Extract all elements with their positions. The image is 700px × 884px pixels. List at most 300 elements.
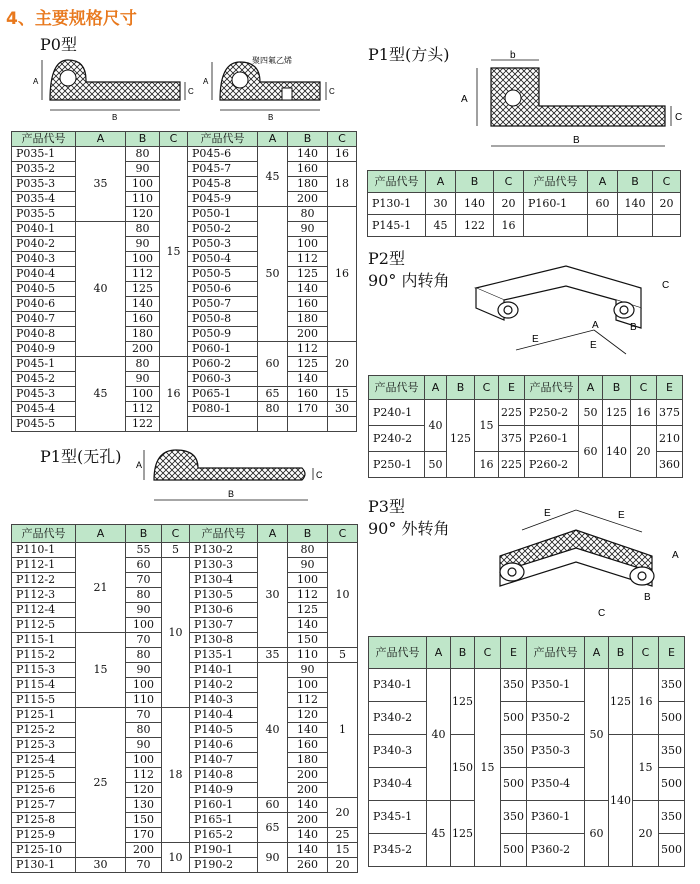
dim-b: 140 [288,828,328,843]
p1-nohole-label: P1型(无孔) [40,447,122,466]
product-code: P050-9 [188,327,258,342]
product-code: P045-8 [188,177,258,192]
header-cell: C [328,525,358,543]
product-code: P165-1 [190,813,258,828]
dim-e: 500 [659,702,685,735]
p2-dim-e1: E [532,334,539,345]
product-code: P050-8 [188,312,258,327]
dim-b: 180 [288,177,328,192]
product-code: P260-1 [525,426,579,452]
dim-b: 125 [288,357,328,372]
header-cell: C [631,376,657,400]
dim-b: 100 [126,387,160,402]
p3-dim-b: B [644,592,651,603]
product-code: P350-2 [527,702,585,735]
dim-c: 16 [475,452,499,478]
dim-b: 140 [126,297,160,312]
dim-c: 20 [633,801,659,867]
product-code: P060-3 [188,372,258,387]
product-code: P130-1 [12,858,76,873]
header-cell: A [588,171,618,193]
product-code: P115-2 [12,648,76,663]
p2-diagram [466,258,688,366]
dim-e: 500 [501,834,527,867]
p1sq-dim-a: A [461,94,468,105]
dim-e: 375 [657,400,683,426]
product-code: P130-8 [190,633,258,648]
product-code: P125-9 [12,828,76,843]
dim-b: 90 [126,663,162,678]
dim-b: 100 [288,237,328,252]
product-code: P080-1 [188,402,258,417]
dim-b: 140 [603,426,631,478]
p1-nohole-diagram [130,446,330,510]
product-code: P112-3 [12,588,76,603]
product-code: P350-3 [527,735,585,768]
dim-b: 170 [126,828,162,843]
product-code: P112-2 [12,573,76,588]
product-code: P050-3 [188,237,258,252]
dim-b: 140 [618,193,653,215]
product-code: P345-1 [369,801,427,834]
dim-b: 140 [288,147,328,162]
p0-dim-b: B [112,113,118,122]
dim-b: 140 [288,843,328,858]
dim-a: 60 [588,193,618,215]
header-cell: A [426,171,456,193]
dim-b: 90 [126,372,160,387]
dim-a: 30 [258,543,288,648]
dim-e: 350 [659,669,685,702]
dim-a: 45 [427,801,451,867]
dim-b: 112 [288,693,328,708]
dim-b: 140 [288,798,328,813]
header-cell: 产品代号 [12,525,76,543]
dim-c: 15 [475,669,501,867]
dim-b: 125 [451,801,475,867]
dim-a: 50 [258,207,288,342]
p3-dim-e2: E [618,510,625,521]
product-code: P340-2 [369,702,427,735]
p1-square-spec-table [367,170,681,237]
product-code: P112-1 [12,558,76,573]
dim-b: 180 [288,312,328,327]
dim-a: 40 [425,400,447,452]
dim-b: 140 [288,372,328,387]
header-cell: B [618,171,653,193]
header-cell: B [609,637,633,669]
product-code: P050-5 [188,267,258,282]
product-code: P190-2 [190,858,258,873]
p0b-dim-b: B [268,113,274,122]
dim-e: 210 [657,426,683,452]
header-cell: C [653,171,681,193]
product-code: P130-5 [190,588,258,603]
product-code: P045-6 [188,147,258,162]
product-code: P045-1 [12,357,76,372]
product-code: P360-1 [527,801,585,834]
dim-b: 60 [126,558,162,573]
dim-b: 112 [126,402,160,417]
header-cell: 产品代号 [525,376,579,400]
product-code: P260-2 [525,452,579,478]
dim-b: 140 [456,193,494,215]
p3-profile-shape [500,530,654,586]
dim-b: 200 [288,192,328,207]
product-code: P060-1 [188,342,258,357]
dim-e: 350 [659,801,685,834]
p3-dim-a: A [672,550,679,561]
dim-e: 350 [501,735,527,768]
header-cell: C [160,132,188,147]
p1nh-dim-b: B [228,489,235,499]
dim-a: 45 [426,215,456,237]
header-cell: 产品代号 [524,171,588,193]
dim-b: 200 [288,768,328,783]
product-code: P115-4 [12,678,76,693]
dim-b: 90 [288,558,328,573]
p1nh-dim-c: C [316,470,323,480]
dim-c: 16 [160,357,188,432]
dim-b: 112 [126,768,162,783]
dim-b: 100 [126,177,160,192]
dim-b: 260 [288,858,328,873]
product-code: P140-7 [190,753,258,768]
dim-c: 20 [328,342,357,387]
product-code: P135-1 [190,648,258,663]
product-code: P050-6 [188,282,258,297]
dim-a: 90 [258,843,288,873]
p2-dim-e2: E [590,340,597,351]
header-cell: C [475,637,501,669]
product-code: P115-3 [12,663,76,678]
product-code: P040-8 [12,327,76,342]
product-code: P125-5 [12,768,76,783]
dim-a: 50 [579,400,603,426]
product-code: P130-7 [190,618,258,633]
dim-a: 60 [258,798,288,813]
product-code: P160-1 [190,798,258,813]
dim-c: 5 [162,543,190,558]
dim-b: 160 [288,387,328,402]
product-code: P140-5 [190,723,258,738]
dim-c: 30 [328,402,357,417]
p2-subtitle: 90° 内转角 [368,271,450,290]
dim-b: 55 [126,543,162,558]
dim-b: 110 [288,648,328,663]
dim-a: 50 [585,669,609,801]
product-code: P125-8 [12,813,76,828]
dim-b: 150 [451,735,475,801]
p1sq-dim-b: B [573,135,580,146]
product-code: P190-1 [190,843,258,858]
dim-c: 16 [633,669,659,735]
header-cell: B [126,132,160,147]
dim-a: 50 [425,452,447,478]
header-cell: E [499,376,525,400]
product-code: P050-2 [188,222,258,237]
header-cell: A [258,525,288,543]
product-code: P130-4 [190,573,258,588]
dim-b: 100 [288,573,328,588]
header-cell: A [76,525,126,543]
dim-b: 150 [288,633,328,648]
dim-e: 225 [499,452,525,478]
dim-a: 35 [76,147,126,222]
header-cell: B [288,525,328,543]
dim-b: 112 [126,267,160,282]
dim-b: 110 [126,192,160,207]
dim-b: 90 [126,162,160,177]
p2-spec-table [368,375,683,478]
dim-b: 160 [126,312,160,327]
dim-b: 100 [126,678,162,693]
product-code: P140-1 [190,663,258,678]
product-code: P115-1 [12,633,76,648]
dim-e: 500 [659,834,685,867]
product-code: P340-3 [369,735,427,768]
dim-b: 125 [447,400,475,478]
dim-b: 100 [288,678,328,693]
product-code: P140-6 [190,738,258,753]
dim-b: 130 [126,798,162,813]
dim-b: 80 [126,147,160,162]
header-cell: 产品代号 [369,376,425,400]
product-code: P130-6 [190,603,258,618]
dim-c: 15 [160,147,188,357]
p2-dim-c: C [662,280,670,291]
dim-b: 112 [288,252,328,267]
dim-b: 120 [126,207,160,222]
header-cell: A [425,376,447,400]
product-code: P125-3 [12,738,76,753]
dim-c: 20 [631,426,657,478]
product-code: P140-4 [190,708,258,723]
p1sq-dim-c: C [675,112,683,123]
dim-e: 500 [659,768,685,801]
p1-nohole-profile-shape [154,450,305,480]
header-cell: E [501,637,527,669]
product-code: P112-4 [12,603,76,618]
dim-a: 45 [258,147,288,207]
dim-c: 20 [328,858,358,873]
dim-c: 16 [328,147,357,162]
header-cell: C [162,525,190,543]
dim-b: 200 [288,813,328,828]
header-cell: A [585,637,609,669]
dim-c: 20 [328,798,358,828]
product-code: P035-5 [12,207,76,222]
header-cell: E [657,376,683,400]
dim-b: 200 [288,327,328,342]
product-code: P050-4 [188,252,258,267]
dim-b: 100 [126,753,162,768]
p3-label: P3型 [368,497,405,516]
header-cell: A [258,132,288,147]
p0-dim-c: C [188,87,194,96]
header-cell: 产品代号 [188,132,258,147]
product-code: P250-1 [369,452,425,478]
p3-spec-table [368,636,685,867]
dim-c: 5 [328,648,358,663]
dim-b: 140 [288,282,328,297]
product-code: P140-9 [190,783,258,798]
product-code: P110-1 [12,543,76,558]
dim-b: 120 [288,708,328,723]
product-code: P050-1 [188,207,258,222]
p1nh-dim-a: A [136,460,143,470]
product-code: P045-7 [188,162,258,177]
product-code: P065-1 [188,387,258,402]
product-code: P035-1 [12,147,76,162]
header-cell: A [427,637,451,669]
dim-c: 20 [653,193,681,215]
dim-b: 80 [126,357,160,372]
dim-b: 120 [126,783,162,798]
dim-c: 25 [328,828,358,843]
product-code: P115-5 [12,693,76,708]
product-code: P125-10 [12,843,76,858]
dim-b: 70 [126,573,162,588]
header-cell: A [579,376,603,400]
dim-c: 10 [162,843,190,873]
dim-a: 60 [585,801,609,867]
dim-c: 15 [328,387,357,402]
dim-a: 30 [76,858,126,873]
p0b-dim-a: A [203,77,209,86]
dim-c: 16 [328,207,357,342]
product-code: P060-2 [188,357,258,372]
dim-b: 122 [126,417,160,432]
product-code: P130-1 [368,193,426,215]
product-code: P240-2 [369,426,425,452]
dim-a: 30 [426,193,456,215]
dim-e: 225 [499,400,525,426]
header-cell: C [475,376,499,400]
dim-a: 65 [258,813,288,843]
dim-b: 140 [288,618,328,633]
header-cell: A [76,132,126,147]
p0-diagrams [20,52,360,124]
dim-b: 122 [456,215,494,237]
product-code: P240-1 [369,400,425,426]
header-cell: 产品代号 [12,132,76,147]
dim-b: 160 [288,297,328,312]
product-code: P130-2 [190,543,258,558]
dim-b: 170 [288,402,328,417]
dim-b: 100 [126,618,162,633]
dim-e: 350 [501,801,527,834]
product-code: P045-9 [188,192,258,207]
p3-subtitle: 90° 外转角 [368,519,450,538]
p1-nohole-spec-table [11,524,358,873]
product-code: P045-3 [12,387,76,402]
p2-profile-shape [476,266,641,328]
p2-dim-a: A [592,320,599,331]
dim-b: 200 [126,843,162,858]
product-code: P350-4 [527,768,585,801]
p1sq-dim-small-b: b [510,50,516,61]
header-cell: E [659,637,685,669]
product-code: P140-8 [190,768,258,783]
dim-b: 180 [288,753,328,768]
product-code: P050-7 [188,297,258,312]
dim-c: 15 [475,400,499,452]
product-code: P040-1 [12,222,76,237]
dim-b: 110 [126,693,162,708]
product-code: P130-3 [190,558,258,573]
header-cell: 产品代号 [190,525,258,543]
product-code: P140-2 [190,678,258,693]
dim-b: 70 [126,633,162,648]
dim-b: 160 [288,162,328,177]
dim-b: 112 [288,342,328,357]
dim-b: 140 [288,723,328,738]
dim-c: 10 [162,558,190,708]
header-cell: B [288,132,328,147]
dim-b: 112 [288,588,328,603]
dim-b: 160 [288,738,328,753]
dim-b: 125 [288,267,328,282]
header-cell: 产品代号 [527,637,585,669]
dim-c: 18 [162,708,190,843]
dim-a: 40 [258,663,288,798]
p1-square-diagram [455,50,687,162]
header-cell: B [603,376,631,400]
product-code: P035-2 [12,162,76,177]
dim-a: 35 [258,648,288,663]
p3-diagram [492,500,688,620]
dim-b: 100 [126,252,160,267]
dim-b: 80 [126,723,162,738]
product-code: P045-4 [12,402,76,417]
product-code: P040-2 [12,237,76,252]
dim-a: 60 [579,426,603,478]
p0-profile-shape [50,60,180,100]
dim-c: 10 [328,543,358,648]
p0-ptfe-profile-shape [220,62,320,100]
product-code: P350-1 [527,669,585,702]
product-code: P360-2 [527,834,585,867]
p2-dim-b: B [630,322,637,333]
dim-b: 70 [126,708,162,723]
dim-b: 90 [126,738,162,753]
product-code: P250-2 [525,400,579,426]
dim-a: 21 [76,543,126,633]
dim-a: 45 [76,357,126,432]
dim-a: 60 [258,342,288,387]
dim-b: 80 [126,648,162,663]
product-code: P040-3 [12,252,76,267]
dim-b: 80 [288,543,328,558]
header-cell: C [633,637,659,669]
header-cell: B [126,525,162,543]
dim-b: 150 [126,813,162,828]
product-code: P165-2 [190,828,258,843]
dim-c: 20 [494,193,524,215]
dim-a: 15 [76,633,126,708]
header-cell: 产品代号 [369,637,427,669]
dim-b: 125 [603,400,631,426]
dim-e: 350 [659,735,685,768]
dim-e: 500 [501,768,527,801]
dim-a: 40 [76,222,126,357]
p3-dim-c: C [598,608,606,619]
dim-b: 140 [609,735,633,867]
dim-b: 180 [126,327,160,342]
dim-c: 15 [633,735,659,801]
product-code: P040-9 [12,342,76,357]
